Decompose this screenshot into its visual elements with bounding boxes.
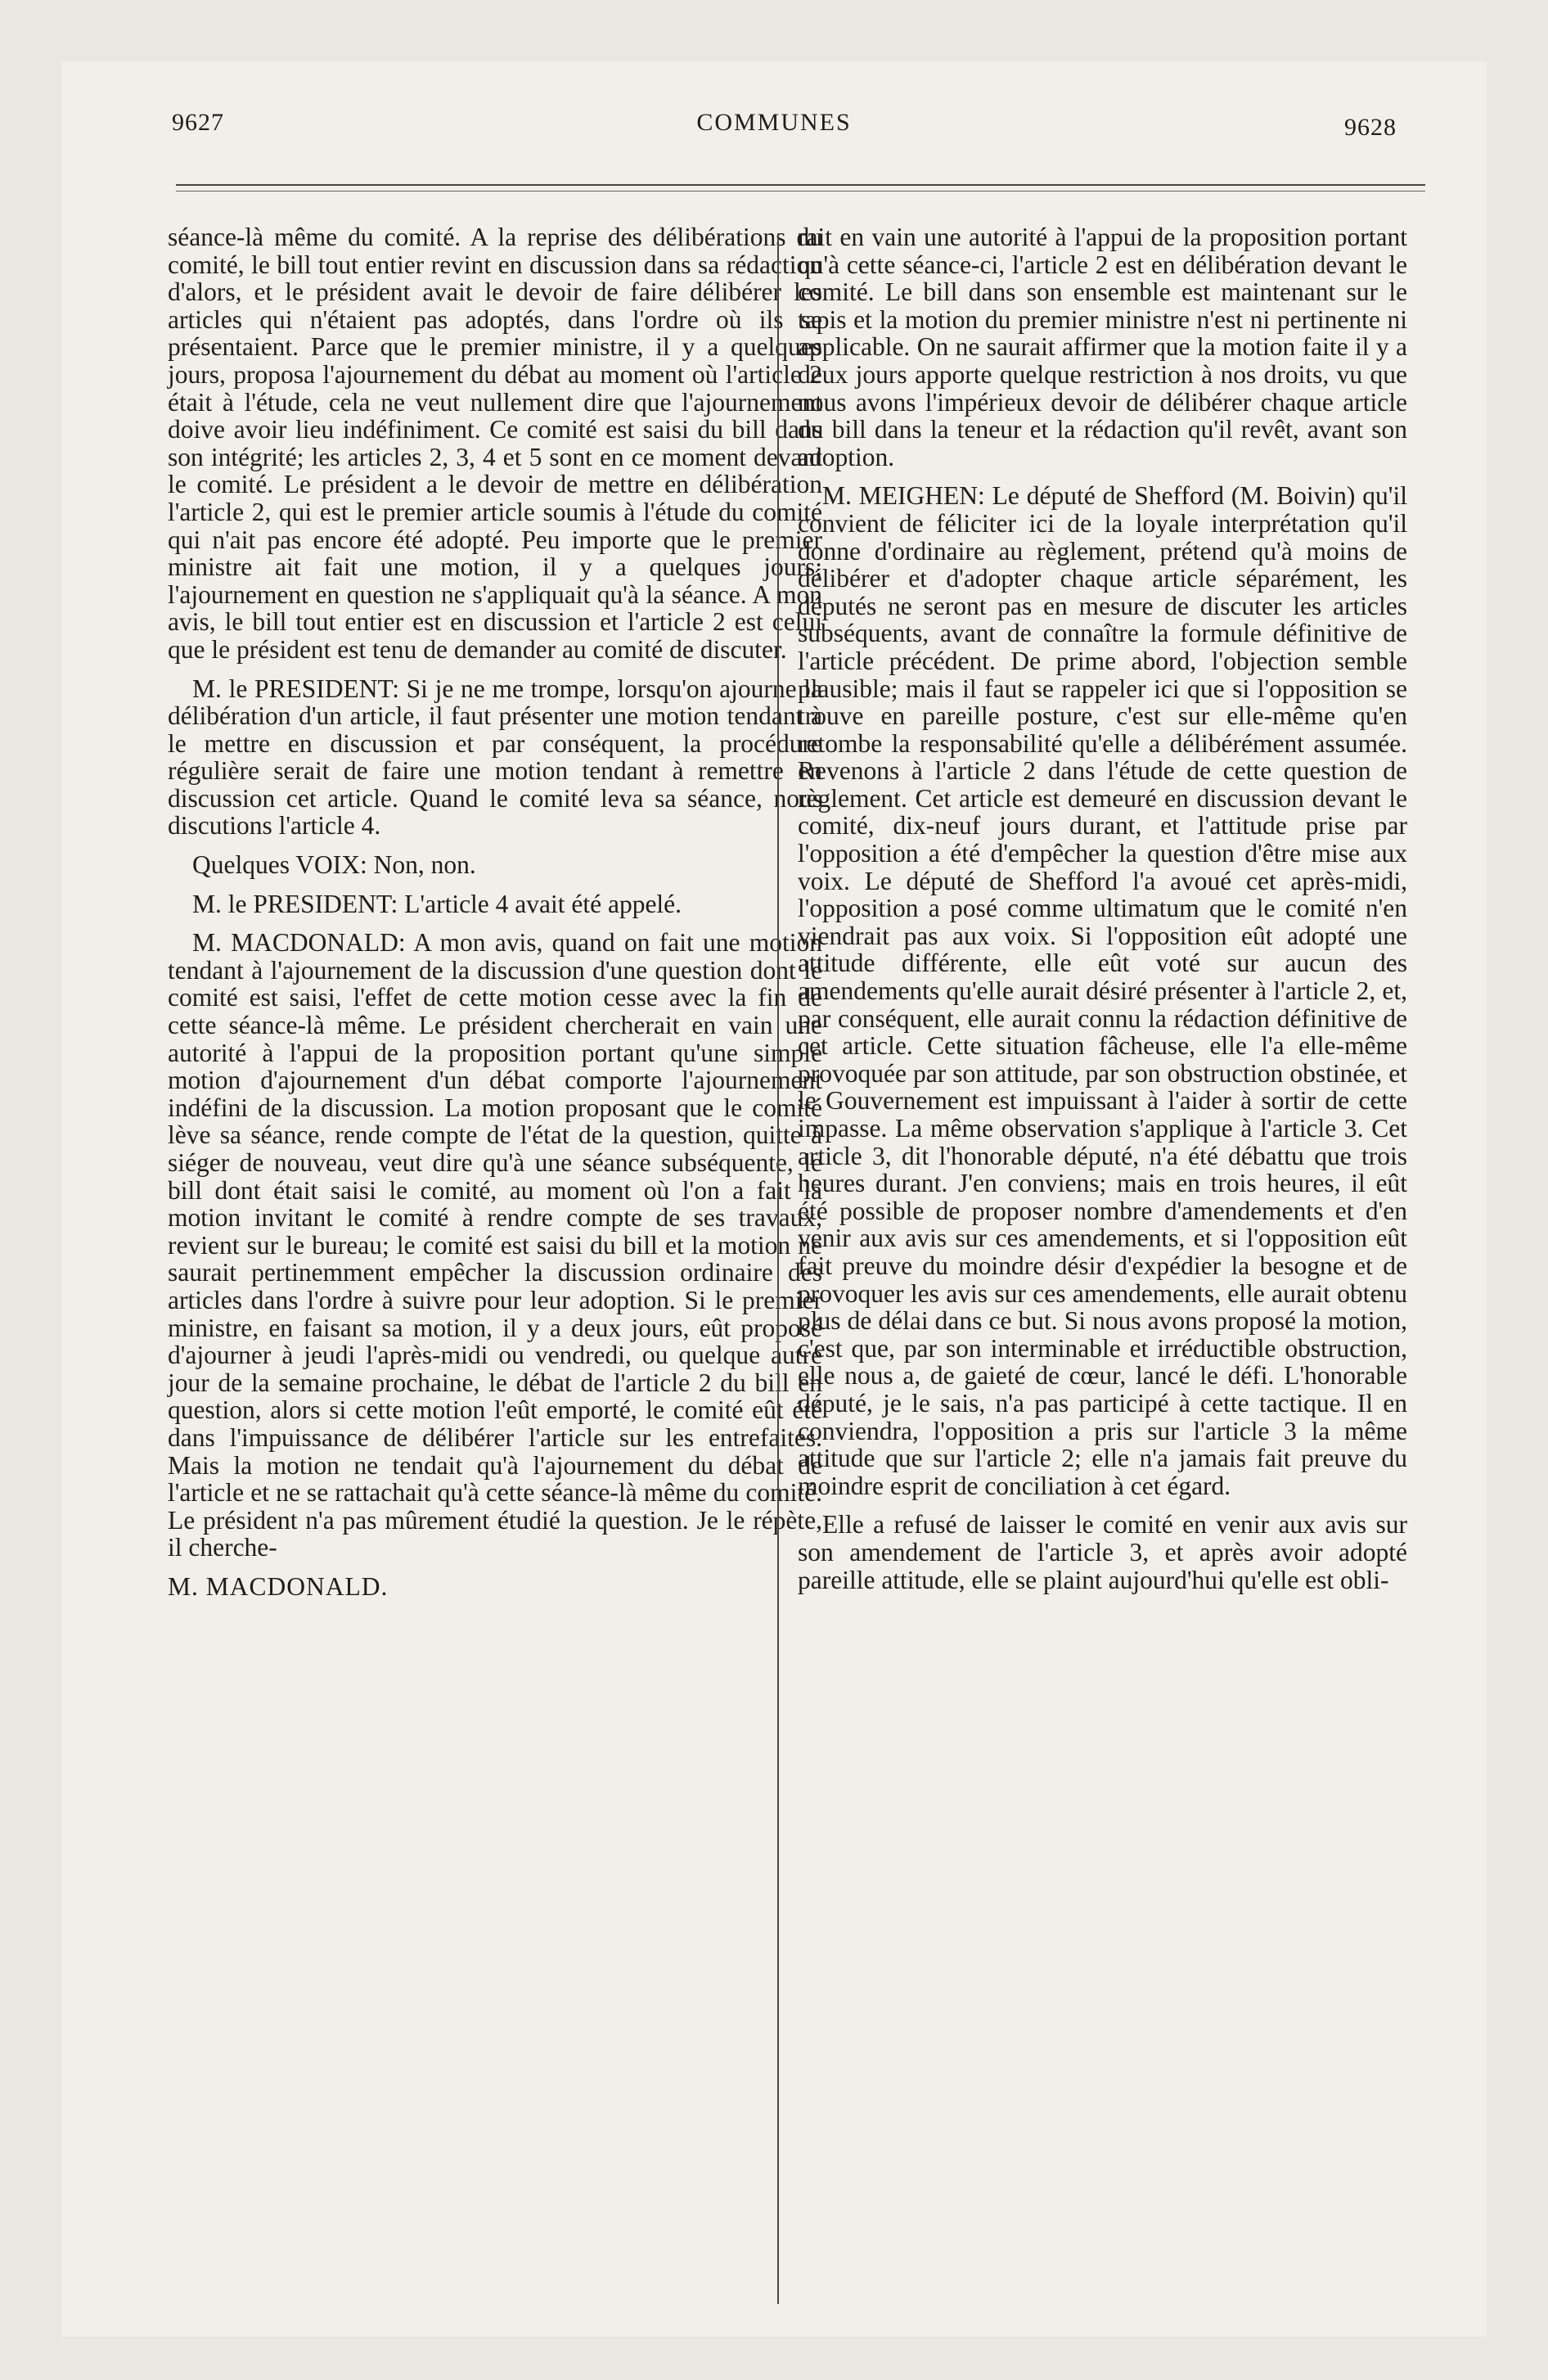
page-number-left: 9627	[172, 109, 224, 136]
paragraph: Elle a refusé de laisser le comité en venir aux avis sur son amendement de l'article 3, et après avoir adopté pareille attitude, elle se plaint aujourd'hui qu'elle est obli-	[798, 1510, 1407, 1594]
document-page	[61, 61, 1487, 2337]
paragraph: rait en vain une autorité à l'appui de la proposition portant qu'à cette séance-ci, l'article 2 est en délibération devant le comité. Le bill dans son ensemble est maintenant sur le tapis et la motion du premier ministre n'est ni pertinente ni applicable. On ne saurait affirmer que la motion faite il y a deux jours apporte quelque restriction à nos droits, vu que nous avons l'impérieux devoir de délibérer chaque article du bill dans la teneur et la rédaction qu'il revêt, avant son adoption.	[798, 223, 1407, 471]
section-title: COMMUNES	[696, 109, 852, 136]
header-rule	[176, 184, 1425, 186]
header-rule-thin	[176, 191, 1425, 192]
paragraph: Quelques VOIX: Non, non.	[192, 850, 476, 880]
page-number-right: 9628	[1344, 114, 1397, 141]
right-column	[798, 223, 1407, 1605]
paragraph: M. le PRESIDENT: Si je ne me trompe, lorsqu'on ajourne la délibération d'un article, il faut présenter une motion tendant à le mettre en discussion et par conséquent, la procédure régulière serait de faire une motion tendant à remettre en discussion cet article. Quand le comité leva sa séance, nous discutions l'article 4.	[168, 674, 822, 841]
running-signature: M. MACDONALD.	[168, 1571, 389, 1601]
paragraph: M. MACDONALD: A mon avis, quand on fait une motion tendant à l'ajournement de la discussion d'une question dont le comité est saisi, l'effet de cette motion cesse avec la fin de cette séance-là même. Le président chercherait en vain une autorité à l'appui de la proposition portant qu'une simple motion d'ajournement d'un débat comporte l'ajournement indéfini de la discussion. La motion proposant que le comité lève sa séance, rende compte de l'état de la question, quitte à siéger de nouveau, veut dire qu'à une séance subséquente, le bill dont était saisi le comité, au moment où l'on a fait la motion invitant le comité à rendre compte de ses travaux, revient sur le bureau; le comité est saisi du bill et la motion ne saurait pertinemment empêcher la discussion ordinaire des articles dans l'ordre à suivre pour leur adoption. Si le premier ministre, en faisant sa motion, il y a deux jours, eût proposé d'ajourner à jeudi l'après-midi ou vendredi, ou quelque autre jour de la semaine prochaine, le débat de l'article 2 du bill en question, alors si cette motion l'eût emporté, le comité eût été dans l'impuissance de délibérer l'article sur les entrefaites. Mais la motion ne tendait qu'à l'ajournement du débat de l'article et ne se rattachait qu'à cette séance-là même du comité. Le président n'a pas mûrement étudié la question. Je le répète, il cherche-	[168, 928, 822, 1562]
left-column	[168, 223, 822, 1612]
page-header	[61, 109, 1487, 166]
paragraph: séance-là même du comité. A la reprise des délibérations du comité, le bill tout entier revint en discussion dans sa rédaction d'alors, et le président avait le devoir de faire délibérer les articles qui n'étaient pas adoptés, dans l'ordre où ils se présentaient. Parce que le premier ministre, il y a quelques jours, proposa l'ajournement du débat au moment où l'article 2 était à l'étude, cela ne veut nullement dire que l'ajournement doive avoir lieu indéfiniment. Ce comité est saisi du bill dans son intégrité; les articles 2, 3, 4 et 5 sont en ce moment devant le comité. Le président a le devoir de mettre en délibération l'article 2, qui est le premier article soumis à l'étude du comité qui n'ait pas encore été adopté. Peu importe que le premier ministre ait fait une motion, il y a quelques jours; l'ajournement en question ne s'appliquait qu'à la séance. A mon avis, le bill tout entier est en discussion et l'article 2 est celui que le président est tenu de demander au comité de discuter.	[168, 223, 822, 664]
paragraph: M. le PRESIDENT: L'article 4 avait été appelé.	[192, 889, 682, 918]
column-divider	[777, 233, 779, 2304]
paragraph: M. MEIGHEN: Le député de Shefford (M. Boivin) qu'il convient de féliciter ici de la loyale interprétation qu'il donne d'ordinaire au règlement, prétend qu'à moins de délibérer et d'adopter chaque article séparément, les députés ne seront pas en mesure de discuter les articles subséquents, avant de connaître la formule définitive de l'article précédent. De prime abord, l'objection semble plausible; mais il faut se rappeler ici que si l'opposition se trouve en pareille posture, c'est sur elle-même qu'en retombe la responsabilité qu'elle a délibérément assumée. Revenons à l'article 2 dans l'étude de cette question de règlement. Cet article est demeuré en discussion devant le comité, dix-neuf jours durant, et l'attitude prise par l'opposition a été d'empêcher la question d'être mise aux voix. Le député de Shefford l'a avoué cet après-midi, l'opposition a posé comme ultimatum que le comité n'en viendrait pas aux voix. Si l'opposition eût adopté une attitude différente, elle eût voté sur aucun des amendements qu'elle aurait désiré présenter à l'article 2, et, par conséquent, elle aurait connu la rédaction définitive de cet article. Cette situation fâcheuse, elle l'a elle-même provoquée par son attitude, par son obstruction obstinée, et le Gouvernement est impuissant à l'aider à sortir de cette impasse. La même observation s'applique à l'article 3. Cet article 3, dit l'honorable député, n'a été débattu que trois heures durant. J'en conviens; mais en trois heures, il eût été possible de proposer nombre d'amendements et d'en venir aux avis sur ces amendements, et si l'opposition eût fait preuve du moindre désir d'expédier la besogne et de provoquer les avis sur ces amendements, elle aurait obtenu plus de délai dans ce but. Si nous avons proposé la motion, c'est que, par son interminable et irréductible obstruction, elle nous a, de gaieté de cœur, lancé le défi. L'honorable député, je le sais, n'a pas participé à cette tactique. Il en conviendra, l'opposition a pris sur l'article 3 la même attitude que sur l'article 2; elle n'a jamais fait preuve du moindre esprit de conciliation à cet égard.	[798, 481, 1407, 1500]
